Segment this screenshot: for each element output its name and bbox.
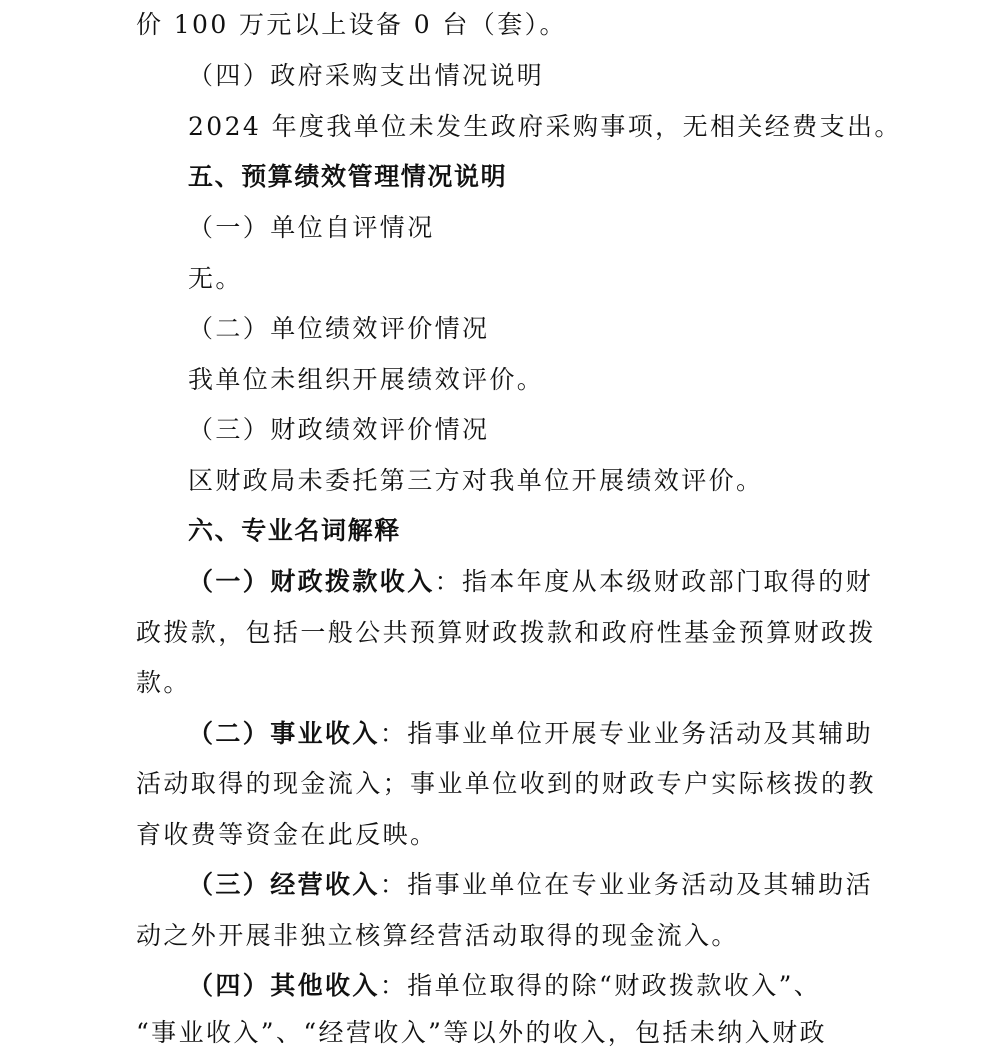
text-line: 政拨款，包括一般公共预算财政拨款和政府性基金预算财政拨 xyxy=(136,618,876,647)
text-line: “事业收入”、“经营收入”等以外的收入，包括未纳入财政 xyxy=(136,1018,827,1047)
term-label: （一）财政拨款收入 xyxy=(188,567,435,596)
text-line: 价 100 万元以上设备 0 台（套）。 xyxy=(136,10,567,39)
text-line: 我单位未组织开展绩效评价。 xyxy=(188,365,545,394)
subsection-heading: （三）财政绩效评价情况 xyxy=(188,415,490,444)
subsection-heading: （二）单位绩效评价情况 xyxy=(188,314,490,343)
text-line: 育收费等资金在此反映。 xyxy=(136,820,438,849)
text-line: 活动取得的现金流入；事业单位收到的财政专户实际核拨的教 xyxy=(136,769,876,798)
term-line xyxy=(188,961,821,1011)
subsection-heading: （四）政府采购支出情况说明 xyxy=(188,61,545,90)
term-label: （二）事业收入 xyxy=(188,719,380,748)
term-line xyxy=(188,709,873,759)
text-line: 区财政局未委托第三方对我单位开展绩效评价。 xyxy=(188,466,764,495)
term-line xyxy=(188,860,873,910)
section-heading: 六、专业名词解释 xyxy=(188,516,401,545)
term-label: （四）其他收入 xyxy=(188,971,380,1000)
text-line: 无。 xyxy=(188,264,243,293)
text-line: 动之外开展非独立核算经营活动取得的现金流入。 xyxy=(136,921,739,950)
term-line xyxy=(188,557,873,607)
term-definition: ：指事业单位在专业业务活动及其辅助活 xyxy=(379,870,874,899)
text-line: 2024 年度我单位未发生政府采购事项，无相关经费支出。 xyxy=(188,112,902,141)
term-definition: ：指本年度从本级财政部门取得的财 xyxy=(434,567,874,596)
text-line: 款。 xyxy=(136,668,191,697)
subsection-heading: （一）单位自评情况 xyxy=(188,213,435,242)
term-definition: ：指单位取得的除“财政拨款收入”、 xyxy=(379,971,822,1000)
term-label: （三）经营收入 xyxy=(188,870,380,899)
section-heading: 五、预算绩效管理情况说明 xyxy=(188,162,508,191)
term-definition: ：指事业单位开展专业业务活动及其辅助 xyxy=(379,719,874,748)
